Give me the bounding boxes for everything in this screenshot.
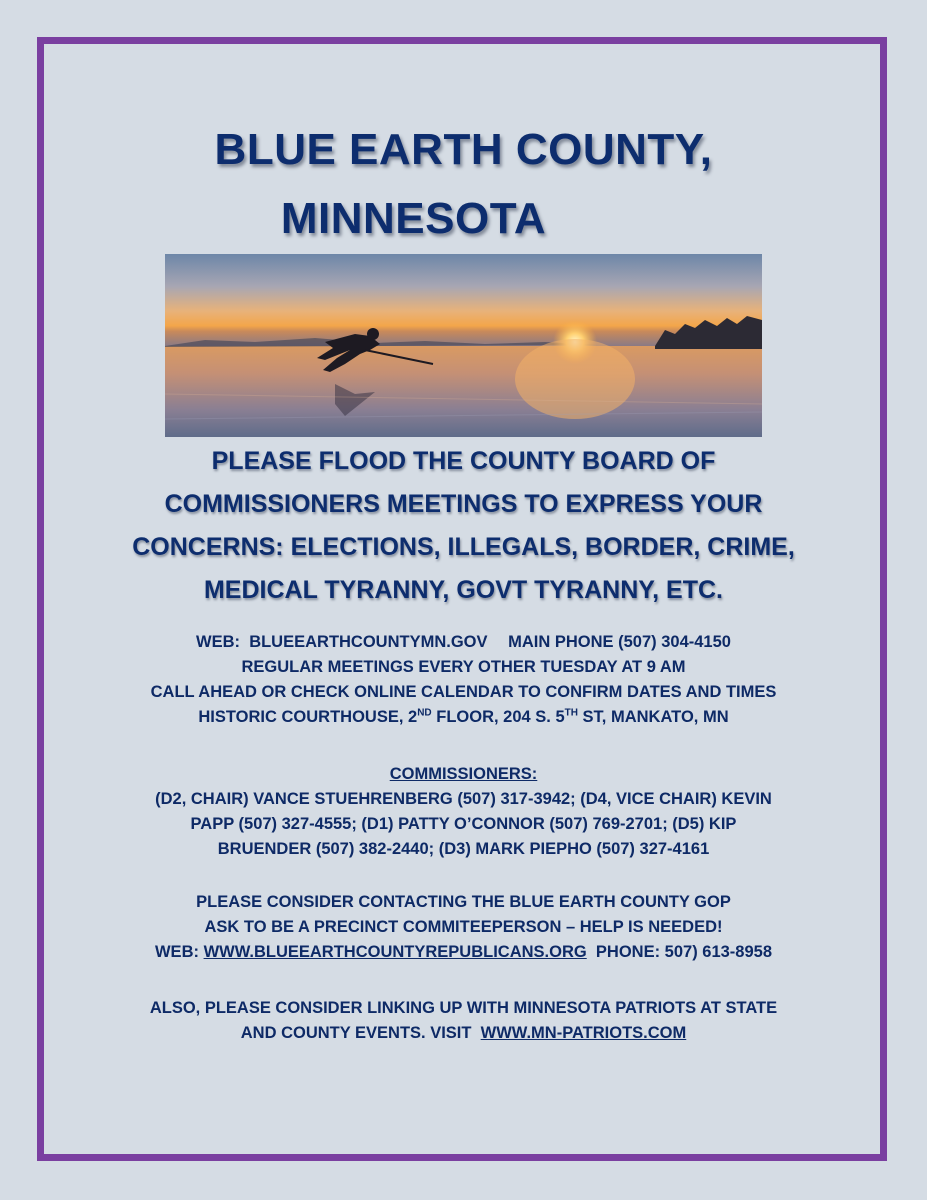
headline-line: COMMISSIONERS MEETINGS TO EXPRESS YOUR <box>164 490 763 518</box>
call-to-action-headline <box>100 440 827 612</box>
patriots-text: AND COUNTY EVENTS. VISIT <box>240 1024 472 1042</box>
confirm-note: CALL AHEAD OR CHECK ONLINE CALENDAR TO CONFIRM DATES AND TIMES <box>150 683 777 701</box>
patriots-website-link[interactable]: WWW.MN-PATRIOTS.COM <box>480 1024 687 1042</box>
commissioners-line: BRUENDER (507) 382-2440; (D3) MARK PIEPHO (507) 327-4161 <box>217 840 710 858</box>
headline-line: CONCERNS: ELECTIONS, ILLEGALS, BORDER, CRIME, <box>132 533 795 561</box>
page-title-line-1: BLUE EARTH COUNTY, <box>214 125 713 174</box>
web-and-phone-line <box>80 630 847 655</box>
county-info-block <box>80 630 847 730</box>
page-title-line-2: MINNESOTA <box>280 194 547 243</box>
gop-block <box>80 890 847 965</box>
main-phone: MAIN PHONE (507) 304-4150 <box>508 633 731 651</box>
commissioners-line: (D2, CHAIR) VANCE STUEHRENBERG (507) 317-3942; (D4, VICE CHAIR) KEVIN <box>155 790 772 808</box>
gop-web-line <box>80 940 847 965</box>
patriots-line-2 <box>80 1021 847 1046</box>
county-website: BLUEEARTHCOUNTYMN.GOV <box>249 633 488 651</box>
hockey-skater-sunset-image <box>165 254 762 437</box>
headline-line: MEDICAL TYRANNY, GOVT TYRANNY, ETC. <box>203 576 724 604</box>
meetings-schedule: REGULAR MEETINGS EVERY OTHER TUESDAY AT 9 AM <box>241 658 686 676</box>
gop-phone: PHONE: 507) 613-8958 <box>595 943 773 961</box>
gop-web-label: WEB: <box>154 943 199 961</box>
gop-line-1: PLEASE CONSIDER CONTACTING THE BLUE EARTH COUNTY GOP <box>196 893 731 911</box>
courthouse-address: HISTORIC COURTHOUSE, 2ND FLOOR, 204 S. 5TH ST, MANKATO, MN <box>198 707 729 726</box>
patriots-block <box>80 996 847 1046</box>
commissioners-heading: COMMISSIONERS: <box>389 765 538 783</box>
patriots-line-1: ALSO, PLEASE CONSIDER LINKING UP WITH MINNESOTA PATRIOTS AT STATE <box>149 999 778 1017</box>
web-label: WEB: <box>196 633 241 651</box>
gop-website-link[interactable]: WWW.BLUEEARTHCOUNTYREPUBLICANS.ORG <box>203 943 587 961</box>
commissioners-line: PAPP (507) 327-4555; (D1) PATTY O’CONNOR (507) 769-2701; (D5) KIP <box>190 815 737 833</box>
gop-line-2: ASK TO BE A PRECINCT COMMITEEPERSON – HELP IS NEEDED! <box>204 918 723 936</box>
commissioners-block <box>80 762 847 862</box>
headline-line: PLEASE FLOOD THE COUNTY BOARD OF <box>211 447 716 475</box>
